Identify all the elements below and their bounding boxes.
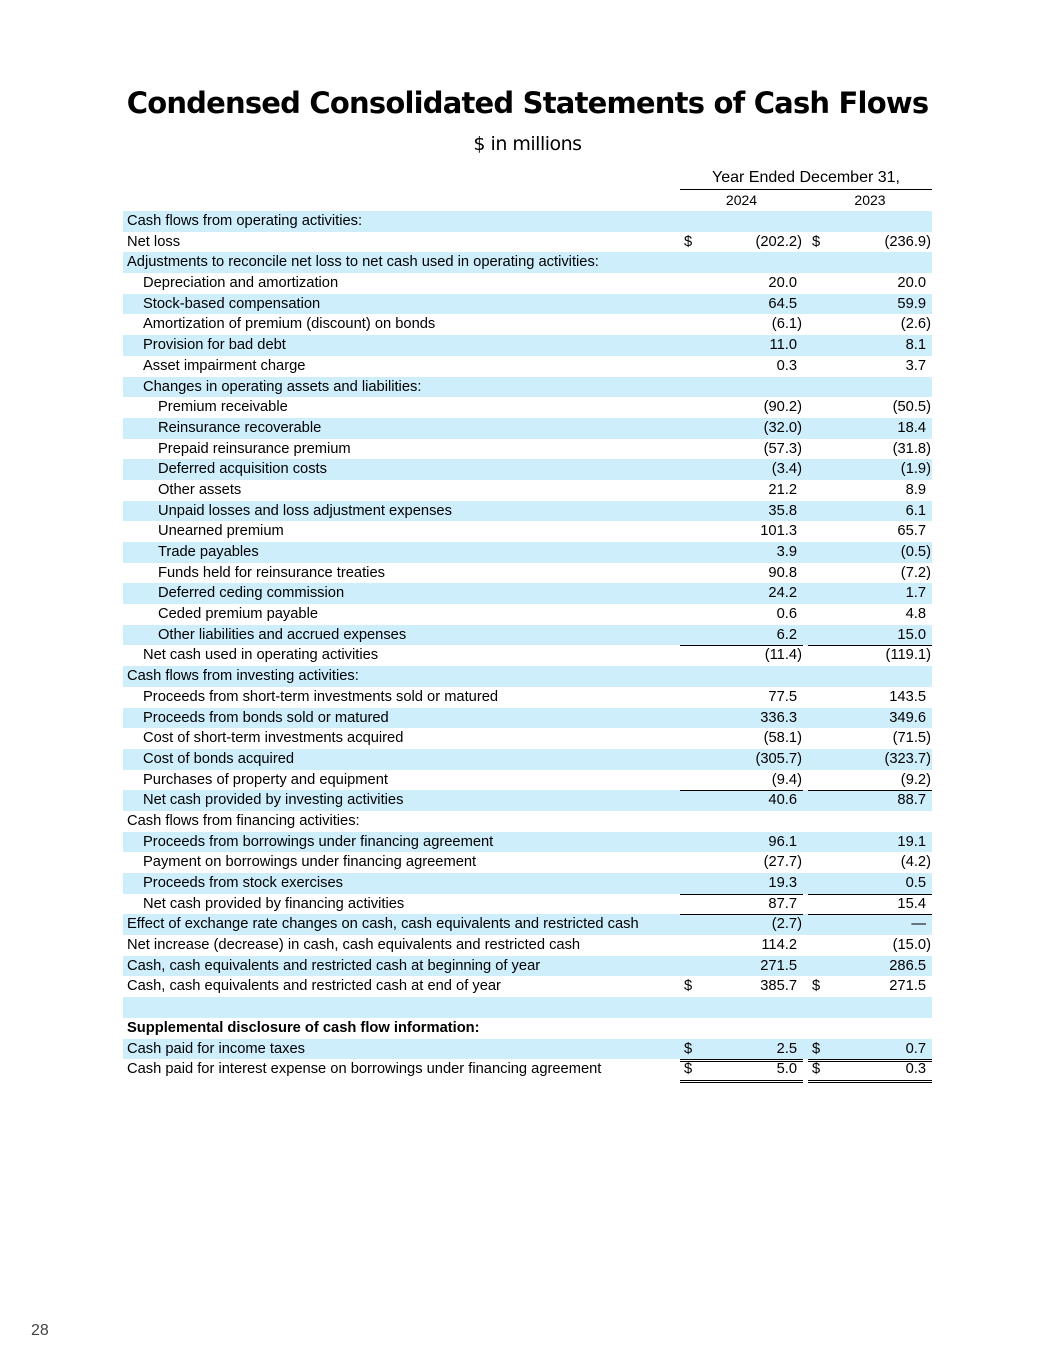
table-row [123,521,932,542]
value-text: (119.1) [885,647,931,664]
value-cell-2024 [680,563,803,584]
currency-symbol: $ [684,233,693,250]
value-text: 0.5 [905,875,926,891]
value-text: (9.2) [900,771,931,788]
value-text: (90.2) [763,399,802,416]
value-cell-2023 [808,335,932,356]
row-label: Other assets [158,481,242,498]
value-text: 20.0 [897,275,926,292]
table-row [123,770,932,791]
value-cell-2024 [680,211,803,232]
page-subtitle: $ in millions [473,133,582,155]
row-label: Net cash provided by investing activities [143,792,404,809]
currency-symbol: $ [684,1061,693,1078]
value-text: 90.8 [768,564,797,581]
value-cell-2024 [680,583,803,604]
row-label: Net increase (decrease) in cash, cash equivalents and restricted cash [127,937,581,954]
row-label: Net loss [127,233,181,250]
value-text: 6.2 [776,626,797,643]
row-label: Funds held for reinsurance treaties [158,564,385,581]
value-cell-2023 [808,583,932,604]
table-row [123,542,932,563]
table-row [123,1059,932,1080]
value-cell-2024 [680,397,803,418]
value-text: 65.7 [897,523,926,540]
row-label: Depreciation and amortization [143,275,339,292]
value-text: (71.5) [892,730,931,747]
table-row [123,997,932,1018]
value-cell-2023 [808,252,932,273]
table-row [123,935,932,956]
table-row [123,976,932,997]
row-label: Supplemental disclosure of cash flow information: [127,1019,480,1036]
value-cell-2024 [680,480,803,501]
cash-flow-table [123,211,932,1080]
value-cell-2023 [808,997,932,1018]
table-row [123,501,932,522]
value-cell-2023 [808,873,932,894]
row-label: Adjustments to reconcile net loss to net cash used in operating activities: [127,254,599,271]
value-text: 96.1 [768,833,797,850]
value-cell-2023 [808,521,932,542]
row-label: Cash flows from operating activities: [127,213,363,229]
value-cell-2024 [680,294,803,315]
table-row [123,790,932,811]
table-row [123,459,932,480]
value-text: 101.3 [760,523,797,540]
table-row [123,1018,932,1039]
value-cell-2024 [680,418,803,439]
value-text: (3.4) [771,461,802,478]
value-text: (50.5) [892,399,931,416]
currency-symbol: $ [812,1040,821,1057]
value-cell-2023 [808,666,932,687]
value-text: (58.1) [763,730,802,747]
value-cell-2023 [808,811,932,832]
value-text: 271.5 [760,957,797,974]
table-row [123,852,932,873]
table-row [123,604,932,625]
value-cell-2023 [808,790,932,810]
row-label: Ceded premium payable [158,606,319,623]
table-row [123,418,932,439]
row-label: Cash flows from investing activities: [127,668,359,685]
value-text: 87.7 [768,895,797,912]
value-cell-2024 [680,645,803,665]
row-label: Cash, cash equivalents and restricted cash at end of year [127,978,501,995]
value-cell-2024 [680,273,803,294]
table-row [123,480,932,501]
value-text: 8.9 [905,481,926,498]
value-cell-2023 [808,852,932,873]
row-label: Deferred ceding commission [158,585,345,602]
table-row [123,563,932,584]
value-cell-2023 [808,232,932,253]
value-cell-2023 [808,542,932,563]
value-cell-2023 [808,914,932,934]
row-label: Proceeds from bonds sold or matured [143,709,389,726]
table-row [123,645,932,666]
row-label: Effect of exchange rate changes on cash, cash equivalents and restricted cash [127,916,639,933]
value-cell-2023 [808,625,932,646]
value-cell-2024 [680,873,803,894]
value-text: (32.0) [763,419,802,436]
value-cell-2023 [808,935,932,956]
value-cell-2024 [680,749,803,770]
value-text: 0.3 [905,1061,926,1078]
value-text: 4.8 [905,606,926,623]
value-text: 3.7 [905,357,926,374]
year-header-2024: 2024 [680,191,803,212]
row-label: Payment on borrowings under financing agreement [143,854,477,871]
row-label: Asset impairment charge [143,357,306,374]
value-text: 77.5 [768,688,797,705]
value-text: (1.9) [900,461,931,478]
value-cell-2023 [808,418,932,439]
value-cell-2023 [808,770,932,791]
value-cell-2023 [808,604,932,625]
currency-symbol: $ [812,978,821,995]
page-number: 28 [31,1322,49,1339]
currency-symbol: $ [684,978,693,995]
currency-symbol: $ [812,1061,821,1078]
value-cell-2024 [680,1018,803,1039]
value-text: 19.3 [768,875,797,891]
value-cell-2024 [680,1059,803,1083]
value-cell-2024 [680,687,803,708]
table-row [123,894,932,915]
row-label: Cost of bonds acquired [143,750,295,767]
value-cell-2023 [808,645,932,665]
table-row [123,211,932,232]
value-cell-2024 [680,252,803,273]
value-text: 0.6 [776,606,797,623]
table-row [123,397,932,418]
value-cell-2023 [808,459,932,480]
table-row [123,294,932,315]
row-label: Premium receivable [158,399,288,416]
table-row [123,273,932,294]
table-row [123,625,932,646]
value-text: 21.2 [768,481,797,498]
value-text: (27.7) [763,854,802,871]
value-text: 40.6 [768,792,797,809]
table-row [123,377,932,398]
value-text: 2.5 [776,1040,797,1057]
value-text: 336.3 [760,709,797,726]
table-row [123,356,932,377]
table-row [123,666,932,687]
row-label: Amortization of premium (discount) on bonds [143,316,436,333]
year-header-2023: 2023 [808,191,932,212]
table-row [123,956,932,977]
value-cell-2024 [680,439,803,460]
table-row [123,687,932,708]
value-text: 59.9 [897,295,926,312]
table-row [123,439,932,460]
table-row [123,314,932,335]
value-cell-2024 [680,811,803,832]
value-text: 24.2 [768,585,797,602]
value-text: (4.2) [900,854,931,871]
value-text: 286.5 [889,957,926,974]
row-label: Stock-based compensation [143,295,321,312]
table-row [123,749,932,770]
row-label: Cash flows from financing activities: [127,812,360,829]
row-label: Trade payables [158,544,259,560]
value-cell-2024 [680,832,803,853]
value-text: 349.6 [889,709,926,726]
value-cell-2024 [680,356,803,377]
page-title: Condensed Consolidated Statements of Cash Flows [126,86,929,120]
value-cell-2023 [808,480,932,501]
value-cell-2023 [808,956,932,977]
value-cell-2023 [808,397,932,418]
value-cell-2023 [808,501,932,522]
value-text: (2.6) [900,316,931,333]
value-cell-2024 [680,542,803,563]
value-cell-2023 [808,1059,932,1083]
row-label: Reinsurance recoverable [158,419,322,436]
value-text: (15.0) [892,937,931,954]
value-cell-2023 [808,728,932,749]
value-cell-2024 [680,314,803,335]
row-label: Net cash provided by financing activities [143,895,405,912]
currency-symbol: $ [684,1040,693,1057]
value-cell-2024 [680,790,803,810]
value-cell-2023 [808,894,932,914]
table-row [123,583,932,604]
row-label: Proceeds from stock exercises [143,875,343,891]
value-text: 143.5 [889,688,926,705]
value-cell-2023 [808,708,932,729]
row-label: Provision for bad debt [143,337,286,354]
value-text: (323.7) [884,750,931,767]
table-row [123,252,932,273]
row-label: Proceeds from short-term investments sold or matured [143,688,499,705]
value-text: 271.5 [889,978,926,995]
value-text: 1.7 [905,585,926,602]
currency-symbol: $ [812,233,821,250]
value-text: 64.5 [768,295,797,312]
table-row [123,708,932,729]
value-cell-2023 [808,563,932,584]
table-row [123,1039,932,1060]
table-row [123,914,932,935]
row-label: Changes in operating assets and liabilities: [143,378,422,395]
value-text: 114.2 [761,937,797,954]
value-text: 35.8 [768,502,797,519]
value-cell-2024 [680,521,803,542]
value-text: — [911,916,926,933]
value-text: 15.0 [897,626,926,643]
value-text: (9.4) [771,771,802,788]
value-text: (0.5) [900,544,931,560]
table-row [123,728,932,749]
value-text: 88.7 [897,792,926,809]
row-label: Cash paid for income taxes [127,1040,305,1057]
value-text: 6.1 [905,502,926,519]
value-text: 18.4 [897,419,926,436]
row-label: Cash, cash equivalents and restricted cash at beginning of year [127,957,541,974]
row-label: Cash paid for interest expense on borrowings under financing agreement [127,1061,602,1078]
value-text: 3.9 [776,544,797,560]
value-cell-2024 [680,997,803,1018]
value-cell-2023 [808,749,932,770]
period-header: Year Ended December 31, [680,168,932,190]
value-text: (305.7) [755,750,802,767]
value-text: 0.7 [905,1040,926,1057]
value-cell-2023 [808,687,932,708]
value-cell-2023 [808,314,932,335]
row-label: Unpaid losses and loss adjustment expenses [158,502,452,519]
row-label: Unearned premium [158,523,284,540]
value-cell-2024 [680,666,803,687]
value-text: 385.7 [760,978,797,995]
value-cell-2023 [808,439,932,460]
row-label: Net cash used in operating activities [143,647,379,664]
value-cell-2024 [680,459,803,480]
value-text: (202.2) [755,233,802,250]
row-label: Proceeds from borrowings under financing agreement [143,833,494,850]
value-cell-2024 [680,728,803,749]
value-cell-2023 [808,211,932,232]
value-text: (7.2) [900,564,931,581]
value-cell-2024 [680,501,803,522]
table-row [123,335,932,356]
value-text: (31.8) [892,440,931,457]
row-label: Deferred acquisition costs [158,461,327,478]
value-cell-2023 [808,377,932,398]
value-text: 20.0 [768,275,797,292]
value-cell-2024 [680,852,803,873]
table-row [123,232,932,253]
value-cell-2023 [808,273,932,294]
value-text: (6.1) [771,316,802,333]
table-row [123,873,932,894]
value-cell-2024 [680,708,803,729]
table-row [123,811,932,832]
value-cell-2024 [680,770,803,791]
value-text: (236.9) [884,233,931,250]
value-text: 0.3 [776,357,797,374]
value-cell-2024 [680,377,803,398]
table-row [123,832,932,853]
value-text: 15.4 [897,895,926,912]
value-text: 5.0 [776,1061,797,1078]
value-cell-2023 [808,832,932,853]
value-cell-2023 [808,356,932,377]
value-cell-2024 [680,232,803,253]
value-cell-2023 [808,294,932,315]
row-label: Other liabilities and accrued expenses [158,626,407,643]
row-label: Cost of short-term investments acquired [143,730,404,747]
value-text: (57.3) [763,440,802,457]
value-cell-2024 [680,935,803,956]
value-text: (11.4) [764,647,802,664]
value-cell-2024 [680,956,803,977]
value-cell-2024 [680,894,803,914]
value-cell-2024 [680,335,803,356]
row-label: Purchases of property and equipment [143,771,388,788]
value-cell-2024 [680,604,803,625]
value-cell-2024 [680,625,803,646]
value-text: 19.1 [897,833,926,850]
row-label: Prepaid reinsurance premium [158,440,351,457]
value-cell-2023 [808,1018,932,1039]
value-text: (2.7) [771,916,802,933]
value-text: 8.1 [905,337,926,354]
value-text: 11.0 [769,337,797,354]
value-cell-2024 [680,914,803,934]
